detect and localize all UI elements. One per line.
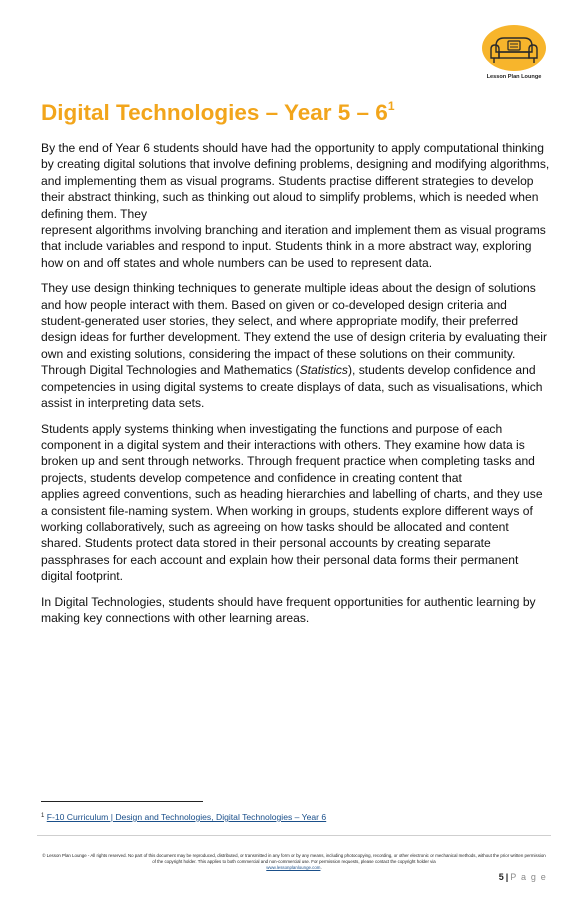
footer-divider [37,835,551,836]
paragraph-3a: Students apply systems thinking when investigating the functions and purpose of each component in a digital system and their interactions with others. They examine how data is broken up and sent through networks. Through frequent practice when completing tasks and projects, students develop competence and confidence in creating content that [41,421,535,485]
page-number-separator: | [505,872,509,882]
footnote-divider [41,801,203,802]
paragraph-2 [41,280,551,411]
body-text [41,140,551,635]
copyright-text: © Lesson Plan Lounge - All rights reserved. No part of this document may be reproduced, distributed, or transmitted in any form or by any means, including photocopying, recording, or other electronic or mechanical methods, without the prior written permission of the copyright holder. This applies to both commercial and non-commercial use. For permission requests, please contact the copyright holder via [42,853,546,864]
title-footnote-marker: 1 [387,99,395,113]
paragraph-3b: applies agreed conventions, such as heading hierarchies and labelling of charts, and they use a consistent file-naming system. When working in groups, students explore different ways of working collaboratively, such as agreeing on how tasks should be allocated and content shared. Students protect data stored in their personal accounts by creating separate passphrases for each account and explain how their personal data forms their permanent digital footprint. [41,487,543,584]
copyright-notice [40,853,548,871]
page-number [499,872,547,882]
footnote-link[interactable]: F-10 Curriculum | Design and Technologies, Digital Technologies – Year 6 [46,812,327,822]
copyright-end: . [320,865,322,870]
page-title [41,99,395,126]
copyright-link[interactable]: www.lessonplanlounge.com [266,865,321,870]
paragraph-1a: By the end of Year 6 students should have had the opportunity to apply computational thinking by creating digital solutions that involve defining problems, designing and modifying algorithms, and implementing them as visual programs. Students practise different strategies to develop their abstract thinking, such as thinking out aloud to simplify problems, which is needed when defining them. They [41,141,550,221]
paragraph-2-after: ), students develop confidence and competencies in using digital systems to create displays of data, such as visualisations, which assist in interpreting data sets. [41,363,543,411]
page-number-value: 5 [498,872,504,882]
brand-logo [478,24,550,82]
footnote [41,812,326,822]
footnote-marker: 1 [41,813,45,819]
sofa-logo-icon [480,24,548,74]
paragraph-2-italic: Statistics [299,363,348,378]
paragraph-2-before: They use design thinking techniques to generate multiple ideas about the design of solutions and how people interact with them. Based on given or co-developed design criteria and student-generated user stories, they select, and where appropriate modify, their preferred design ideas for further development. They extend the use of design criteria by evaluating their own and existing solutions, considering the impact of these solutions on their community. Through Digital Technologies and Mathematics ( [41,281,548,378]
page-title-text: Digital Technologies – Year 5 – 6 [41,100,388,125]
paragraph-4: In Digital Technologies, students should have frequent opportunities for authentic learning by making key connections with other learning areas. [41,594,536,625]
logo-text: Lesson Plan Lounge [486,74,542,80]
paragraph-1b: represent algorithms involving branching and iteration and implement them as visual programs that include variables and respond to input. Students think in a more abstract way, exploring how on and off states and whole numbers can be used to represent data. [41,223,546,270]
page-word: P a g e [510,872,547,882]
